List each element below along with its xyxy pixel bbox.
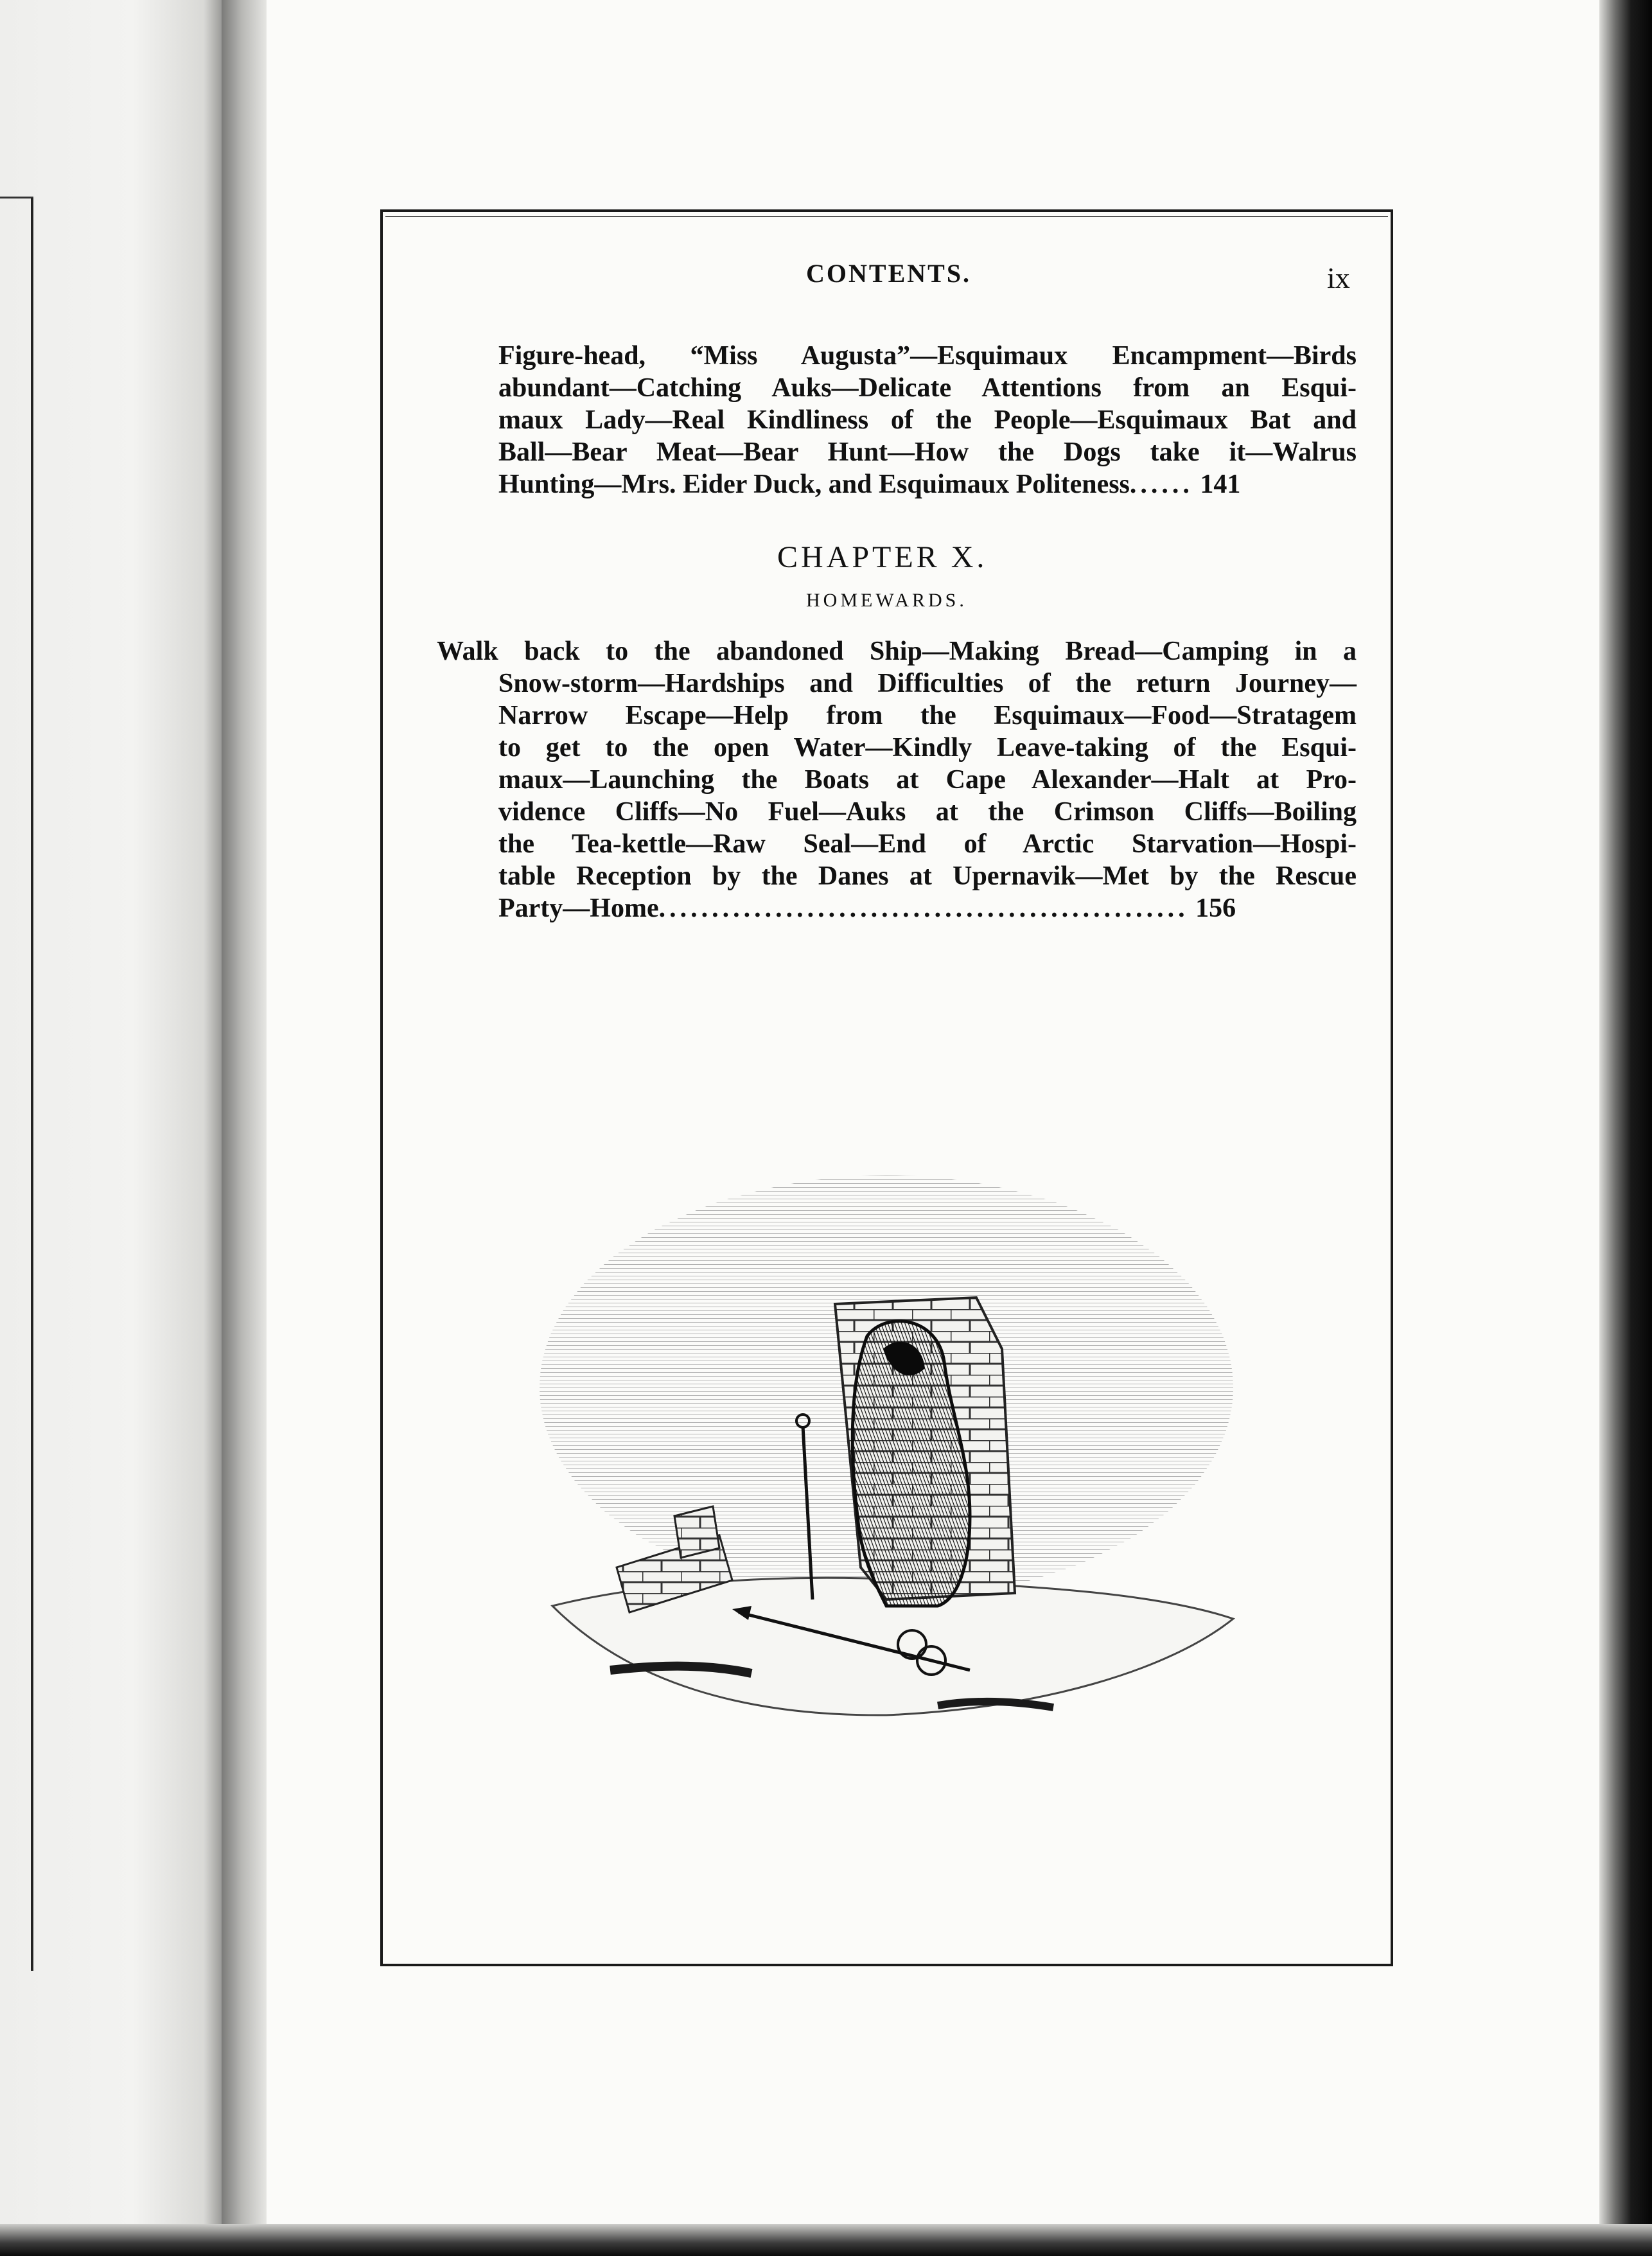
dot-leader: .................................................. <box>658 894 1189 923</box>
synopsis-line: abundant—Catching Auks—Delicate Attentions from an Esqui- <box>498 373 1357 403</box>
synopsis-line: the Tea-kettle—Raw Seal—End of Arctic Starvation—Hospi- <box>498 829 1357 859</box>
running-head: CONTENTS. <box>806 259 972 288</box>
synopsis-line: maux—Launching the Boats at Cape Alexander—Halt at Pro- <box>498 765 1357 795</box>
dot-leader: ...... <box>1129 470 1193 499</box>
scan-bottom-edge <box>0 2224 1652 2256</box>
synopsis-line: Figure-head, “Miss Augusta”—Esquimaux Encampment—Birds <box>498 341 1357 371</box>
scan-right-edge <box>1599 0 1652 2256</box>
synopsis-line: maux Lady—Real Kindliness of the People—Esquimaux Bat and <box>498 405 1357 435</box>
synopsis-line: table Reception by the Danes at Upernavik—Met by the Rescue <box>498 861 1357 891</box>
synopsis-last-line <box>498 893 1357 924</box>
book-gutter <box>222 0 267 2256</box>
left-page-border-top <box>0 197 33 198</box>
engraving-illustration <box>527 1156 1252 1747</box>
synopsis-text: Party—Home <box>498 894 659 923</box>
synopsis-line: to get to the open Water—Kindly Leave-taking of the Esqui- <box>498 733 1357 762</box>
synopsis-text: Hunting—Mrs. Eider Duck, and Esquimaux Politeness <box>498 470 1130 499</box>
synopsis-line: Walk back to the abandoned Ship—Making Bread—Camping in a <box>437 637 1357 666</box>
synopsis-line: Narrow Escape—Help from the Esquimaux—Food—Stratagem <box>498 701 1357 730</box>
left-page-border <box>31 198 33 1971</box>
chapter-heading: CHAPTER X. <box>777 540 988 574</box>
synopsis-line: Ball—Bear Meat—Bear Hunt—How the Dogs take it—Walrus <box>498 437 1357 467</box>
page-frame-inner-rule <box>385 216 1388 217</box>
page-number: ix <box>1327 261 1350 294</box>
toc-page-number: 141 <box>1200 470 1241 499</box>
synopsis-last-line <box>498 469 1357 500</box>
synopsis-line: Snow-storm—Hardships and Difficulties of the return Journey— <box>498 669 1357 698</box>
chapter-subtitle: HOMEWARDS. <box>806 590 967 611</box>
toc-page-number: 156 <box>1195 894 1236 923</box>
synopsis-line: vidence Cliffs—No Fuel—Auks at the Crimson Cliffs—Boiling <box>498 797 1357 827</box>
